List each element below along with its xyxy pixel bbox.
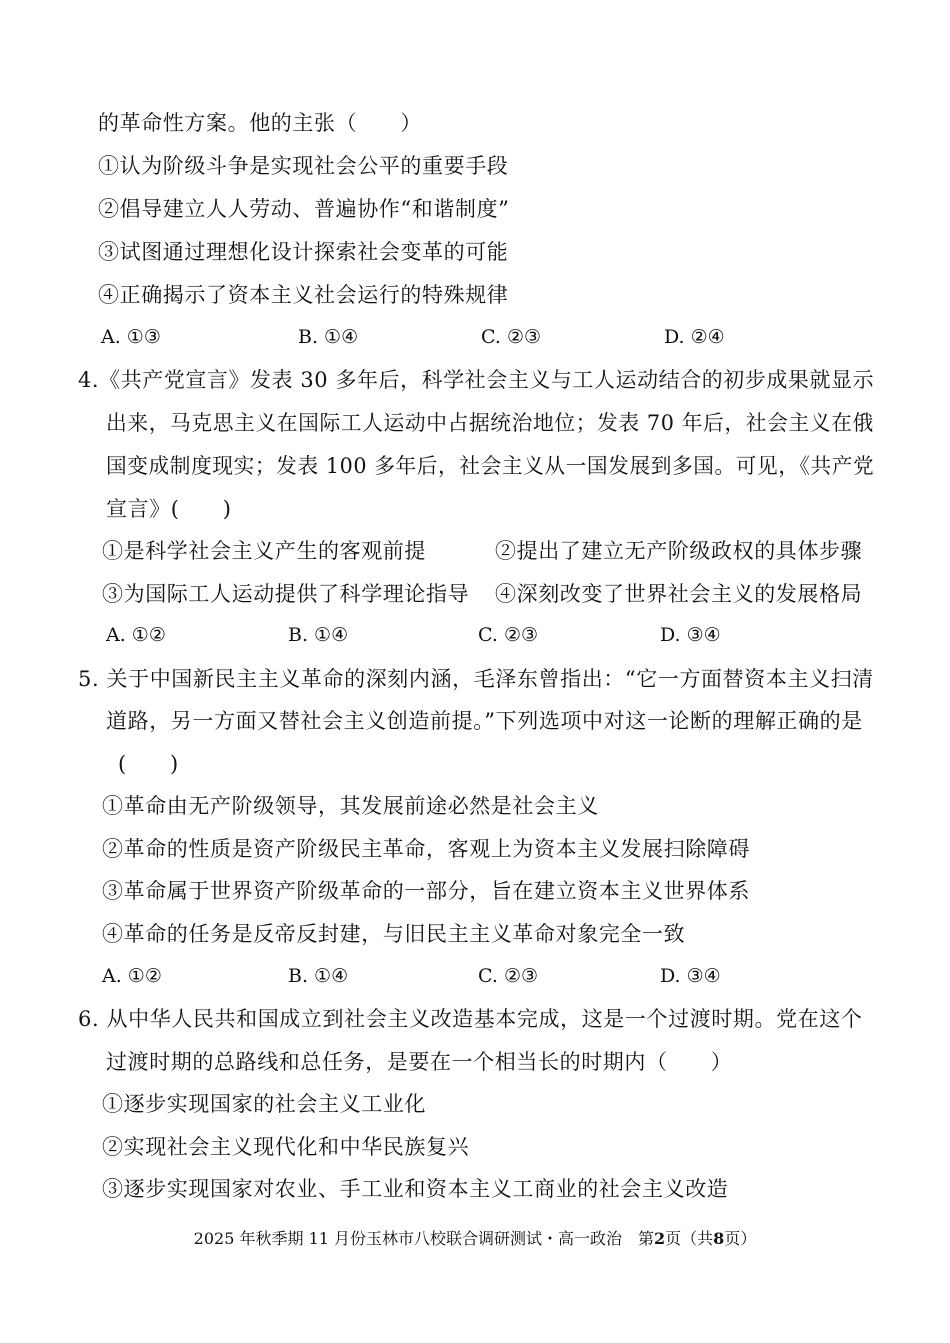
- q5-item-4: ④革命的任务是反帝反封建，与旧民主主义革命对象完全一致: [102, 922, 686, 946]
- q3-item-2: ②倡导建立人人劳动、普遍协作“和谐制度”: [98, 197, 510, 221]
- q4-item-4: ④深刻改变了世界社会主义的发展格局: [495, 582, 863, 606]
- q4-choice-d: D. ③④: [660, 624, 721, 646]
- footer-page-number: 2: [654, 1229, 666, 1248]
- q3-item-3: ③试图通过理想化设计探索社会变革的可能: [98, 240, 509, 264]
- page-footer: [0, 1228, 950, 1250]
- q4-stem-line-2: 出来，马克思主义在国际工人运动中占据统治地位；发表 70 年后，社会主义在俄: [106, 411, 874, 435]
- q4-choice-b: B. ①④: [288, 624, 349, 646]
- q4-choice-a: A. ①②: [106, 624, 166, 646]
- q5-item-2: ②革命的性质是资产阶级民主革命，客观上为资本主义发展扫除障碍: [102, 837, 750, 861]
- q4-item-2: ②提出了建立无产阶级政权的具体步骤: [495, 539, 863, 563]
- q6-item-2: ②实现社会主义现代化和中华民族复兴: [102, 1135, 470, 1159]
- q5-choice-a: A. ①②: [102, 965, 162, 987]
- q5-stem-line-2: 道路，另一方面又替社会主义创造前提。”下列选项中对这一论断的理解正确的是: [106, 709, 863, 733]
- q4-item-1: ①是科学社会主义产生的客观前提: [102, 539, 426, 563]
- footer-exam-title: 2025 年秋季期 11 月份玉林市八校联合调研测试・高一政治 第: [193, 1229, 655, 1248]
- q5-choice-c: C. ②③: [478, 965, 539, 987]
- q3-choice-b: B. ①④: [298, 326, 359, 348]
- q5-choice-b: B. ①④: [288, 965, 349, 987]
- q5-stem-line-3: ( ): [118, 752, 179, 776]
- q4-stem-line-3: 国变成制度现实；发表 100 多年后，社会主义从一国发展到多国。可见，《共产党: [106, 454, 875, 478]
- q6-stem-line-1: 6. 从中华人民共和国成立到社会主义改造基本完成，这是一个过渡时期。党在这个: [78, 1007, 863, 1031]
- q6-stem-line-2: 过渡时期的总路线和总任务，是要在一个相当长的时期内（ ）: [106, 1050, 733, 1074]
- q5-item-1: ①革命由无产阶级领导，其发展前途必然是社会主义: [102, 794, 599, 818]
- q4-stem-line-4: 宣言》( ): [106, 497, 232, 521]
- q4-choice-c: C. ②③: [478, 624, 539, 646]
- q3-choice-c: C. ②③: [481, 326, 542, 348]
- q3-choice-d: D. ②④: [664, 326, 725, 348]
- q6-item-1: ①逐步实现国家的社会主义工业化: [102, 1092, 426, 1116]
- q3-item-1: ①认为阶级斗争是实现社会公平的重要手段: [98, 154, 509, 178]
- q3-choice-a: A. ①③: [101, 326, 161, 348]
- q5-item-3: ③革命属于世界资产阶级革命的一部分，旨在建立资本主义世界体系: [102, 879, 750, 903]
- footer-page-of: 页（共: [665, 1229, 714, 1248]
- q5-choice-d: D. ③④: [660, 965, 721, 987]
- footer-page-end: 页）: [724, 1229, 757, 1248]
- q4-stem-line-1: 4.《共产党宣言》发表 30 多年后，科学社会主义与工人运动结合的初步成果就显示: [78, 368, 875, 392]
- q3-stem-tail: 的革命性方案。他的主张（ ）: [98, 111, 422, 135]
- q5-stem-line-1: 5. 关于中国新民主主义革命的深刻内涵，毛泽东曾指出：“它一方面替资本主义扫清: [78, 667, 874, 691]
- q4-item-3: ③为国际工人运动提供了科学理论指导: [102, 582, 470, 606]
- q3-item-4: ④正确揭示了资本主义社会运行的特殊规律: [98, 283, 509, 307]
- footer-total-pages: 8: [713, 1229, 725, 1248]
- q6-item-3: ③逐步实现国家对农业、手工业和资本主义工商业的社会主义改造: [102, 1177, 729, 1201]
